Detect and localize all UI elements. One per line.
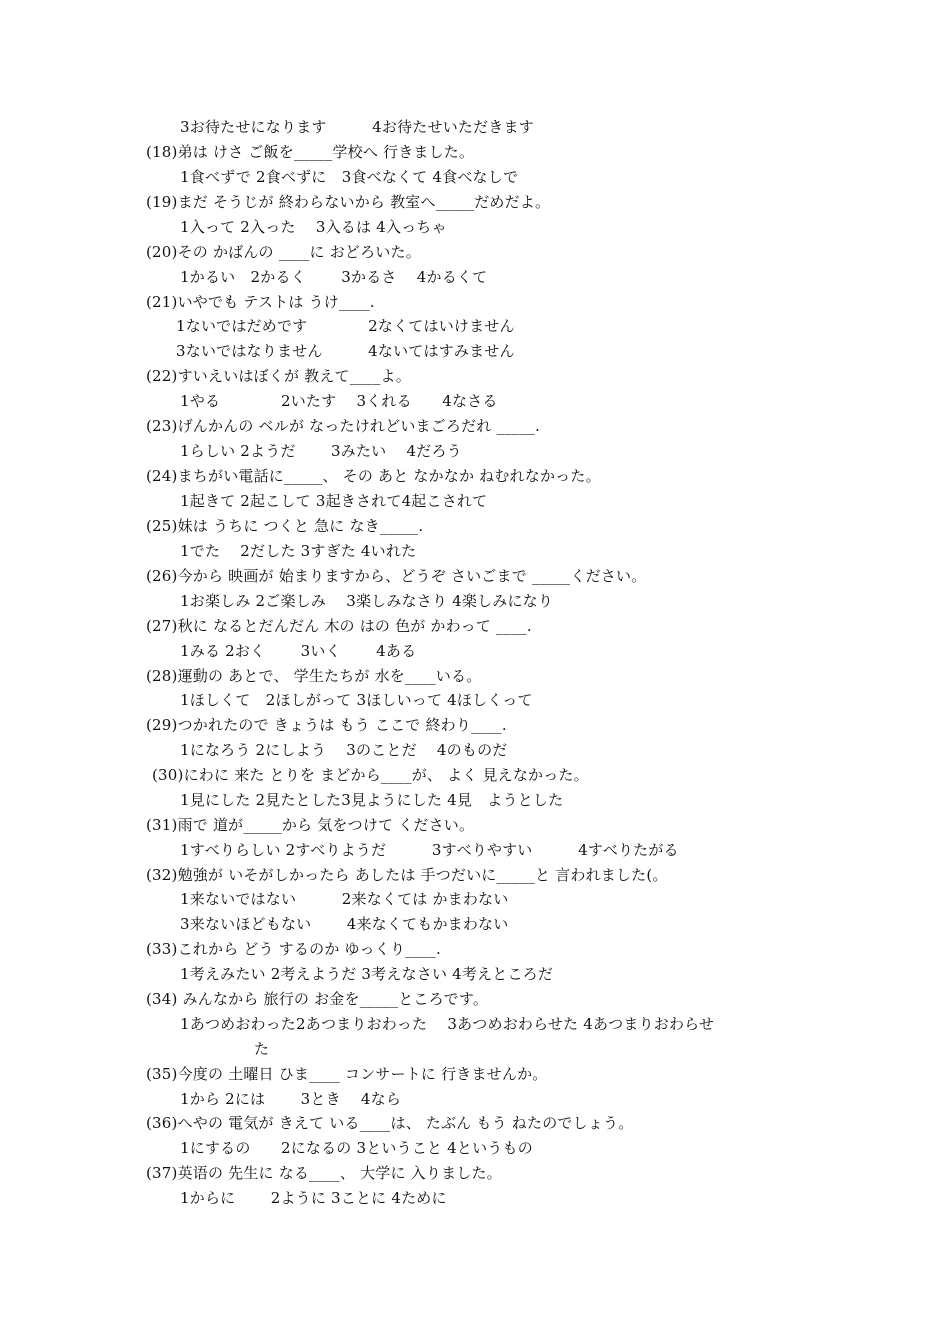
choice-line-22: 1やる 2いたす 3くれる 4なさる [180, 392, 498, 410]
choice-line-27: 1みる 2おく 3いく 4ある [180, 642, 417, 660]
choice-line-31: 1すべりらしい 2すべりようだ 3すべりやすい 4すべりたがる [180, 841, 679, 859]
choice-line-24: 1起きて 2起こして 3起きされて4起こされて [180, 492, 488, 510]
choice-line-23: 1らしい 2ようだ 3みたい 4だろう [180, 442, 462, 460]
choice-line-36: 1にするの 2になるの 3ということ 4というもの [180, 1139, 533, 1157]
choice-line-35: 1から 2には 3とき 4なら [180, 1090, 402, 1108]
question-25: (25)妹は うちに つくと 急に なき_____. [146, 517, 424, 535]
question-21: (21)いやでも テストは うけ____. [146, 293, 375, 311]
question-35: (35)今度の 土曜日 ひま____ コンサートに 行きませんか。 [146, 1065, 548, 1083]
choice-line-29: 1になろう 2にしよう 3のことだ 4のものだ [180, 741, 508, 759]
question-22: (22)すいえいはぼくが 教えて____よ。 [146, 367, 411, 385]
question-34: (34) みんなから 旅行の お金を_____ところです。 [146, 990, 489, 1008]
question-28: (28)運動の あとで、 学生たちが 水を____いる。 [146, 667, 482, 685]
question-36: (36)へやの 電気が きえて いる____は、 たぶん もう ねたのでしょう。 [146, 1114, 634, 1132]
choice-line-30: 1見にした 2見たとした3見ようにした 4見 ようとした [180, 791, 564, 809]
question-24: (24)まちがい電話に_____、 その あと なかなか ねむれなかった。 [146, 467, 601, 485]
choice-line-20: 1かるい 2かるく 3かるさ 4かるくて [180, 268, 488, 286]
choice-line-26: 1お楽しみ 2ご楽しみ 3楽しみなさり 4楽しみになり [180, 592, 554, 610]
question-20: (20)その かばんの ____に おどろいた。 [146, 243, 421, 261]
question-23: (23)げんかんの ベルが なったけれどいまごろだれ _____. [146, 417, 540, 435]
choice-line-34: 1あつめおわった2あつまりおわった 3あつめおわらせた 4あつまりおわらせ [180, 1015, 715, 1033]
question-37: (37)英语の 先生に なる____、 大学に 入りました。 [146, 1164, 502, 1182]
question-27: (27)秋に なるとだんだん 木の はの 色が かわって ____. [146, 617, 532, 635]
choice-line-18: 1食べずで 2食べずに 3食べなくて 4食べなしで [180, 168, 519, 186]
choice-line-19: 1入って 2入った 3入るは 4入っちゃ [180, 218, 447, 236]
choice-line-21b: 3ないではなりません 4ないてはすみません [176, 342, 515, 360]
choice-line-21a: 1ないではだめです 2なくてはいけません [176, 317, 515, 335]
question-26: (26)今から 映画が 始まりますから、どうぞ さいごまで _____ください。 [146, 567, 647, 585]
choice-line-17: 3お待たせになります 4お待たせいただきます [180, 118, 534, 136]
choice-line-32b: 3来ないほどもない 4来なくてもかまわない [180, 915, 509, 933]
question-18: (18)弟は けさ ご飯を_____学校へ 行きました。 [146, 143, 475, 161]
question-31: (31)雨で 道が_____から 気をつけて ください。 [146, 816, 475, 834]
question-32: (32)勉強が いそがしかったら あしたは 手つだいに_____と 言われました(。 [146, 866, 668, 884]
choice-line-37: 1からに 2ように 3ことに 4ために [180, 1189, 447, 1207]
choice-line-33: 1考えみたい 2考えようだ 3考えなさい 4考えところだ [180, 965, 554, 983]
choice-line-34-wrap: た [254, 1040, 270, 1058]
choice-line-32a: 1来ないではない 2来なくては かまわない [180, 890, 509, 908]
question-30: (30)にわに 来た とりを まどから____が、 よく 見えなかった。 [152, 766, 589, 784]
choice-line-25: 1でた 2だした 3すぎた 4いれた [180, 542, 417, 560]
question-33: (33)これから どう するのか ゆっくり____. [146, 940, 441, 958]
choice-line-28: 1ほしくて 2ほしがって 3ほしいって 4ほしくって [180, 691, 533, 709]
question-29: (29)つかれたので きょうは もう ここで 終わり____. [146, 716, 507, 734]
question-19: (19)まだ そうじが 終わらないから 教室へ_____だめだよ。 [146, 193, 551, 211]
